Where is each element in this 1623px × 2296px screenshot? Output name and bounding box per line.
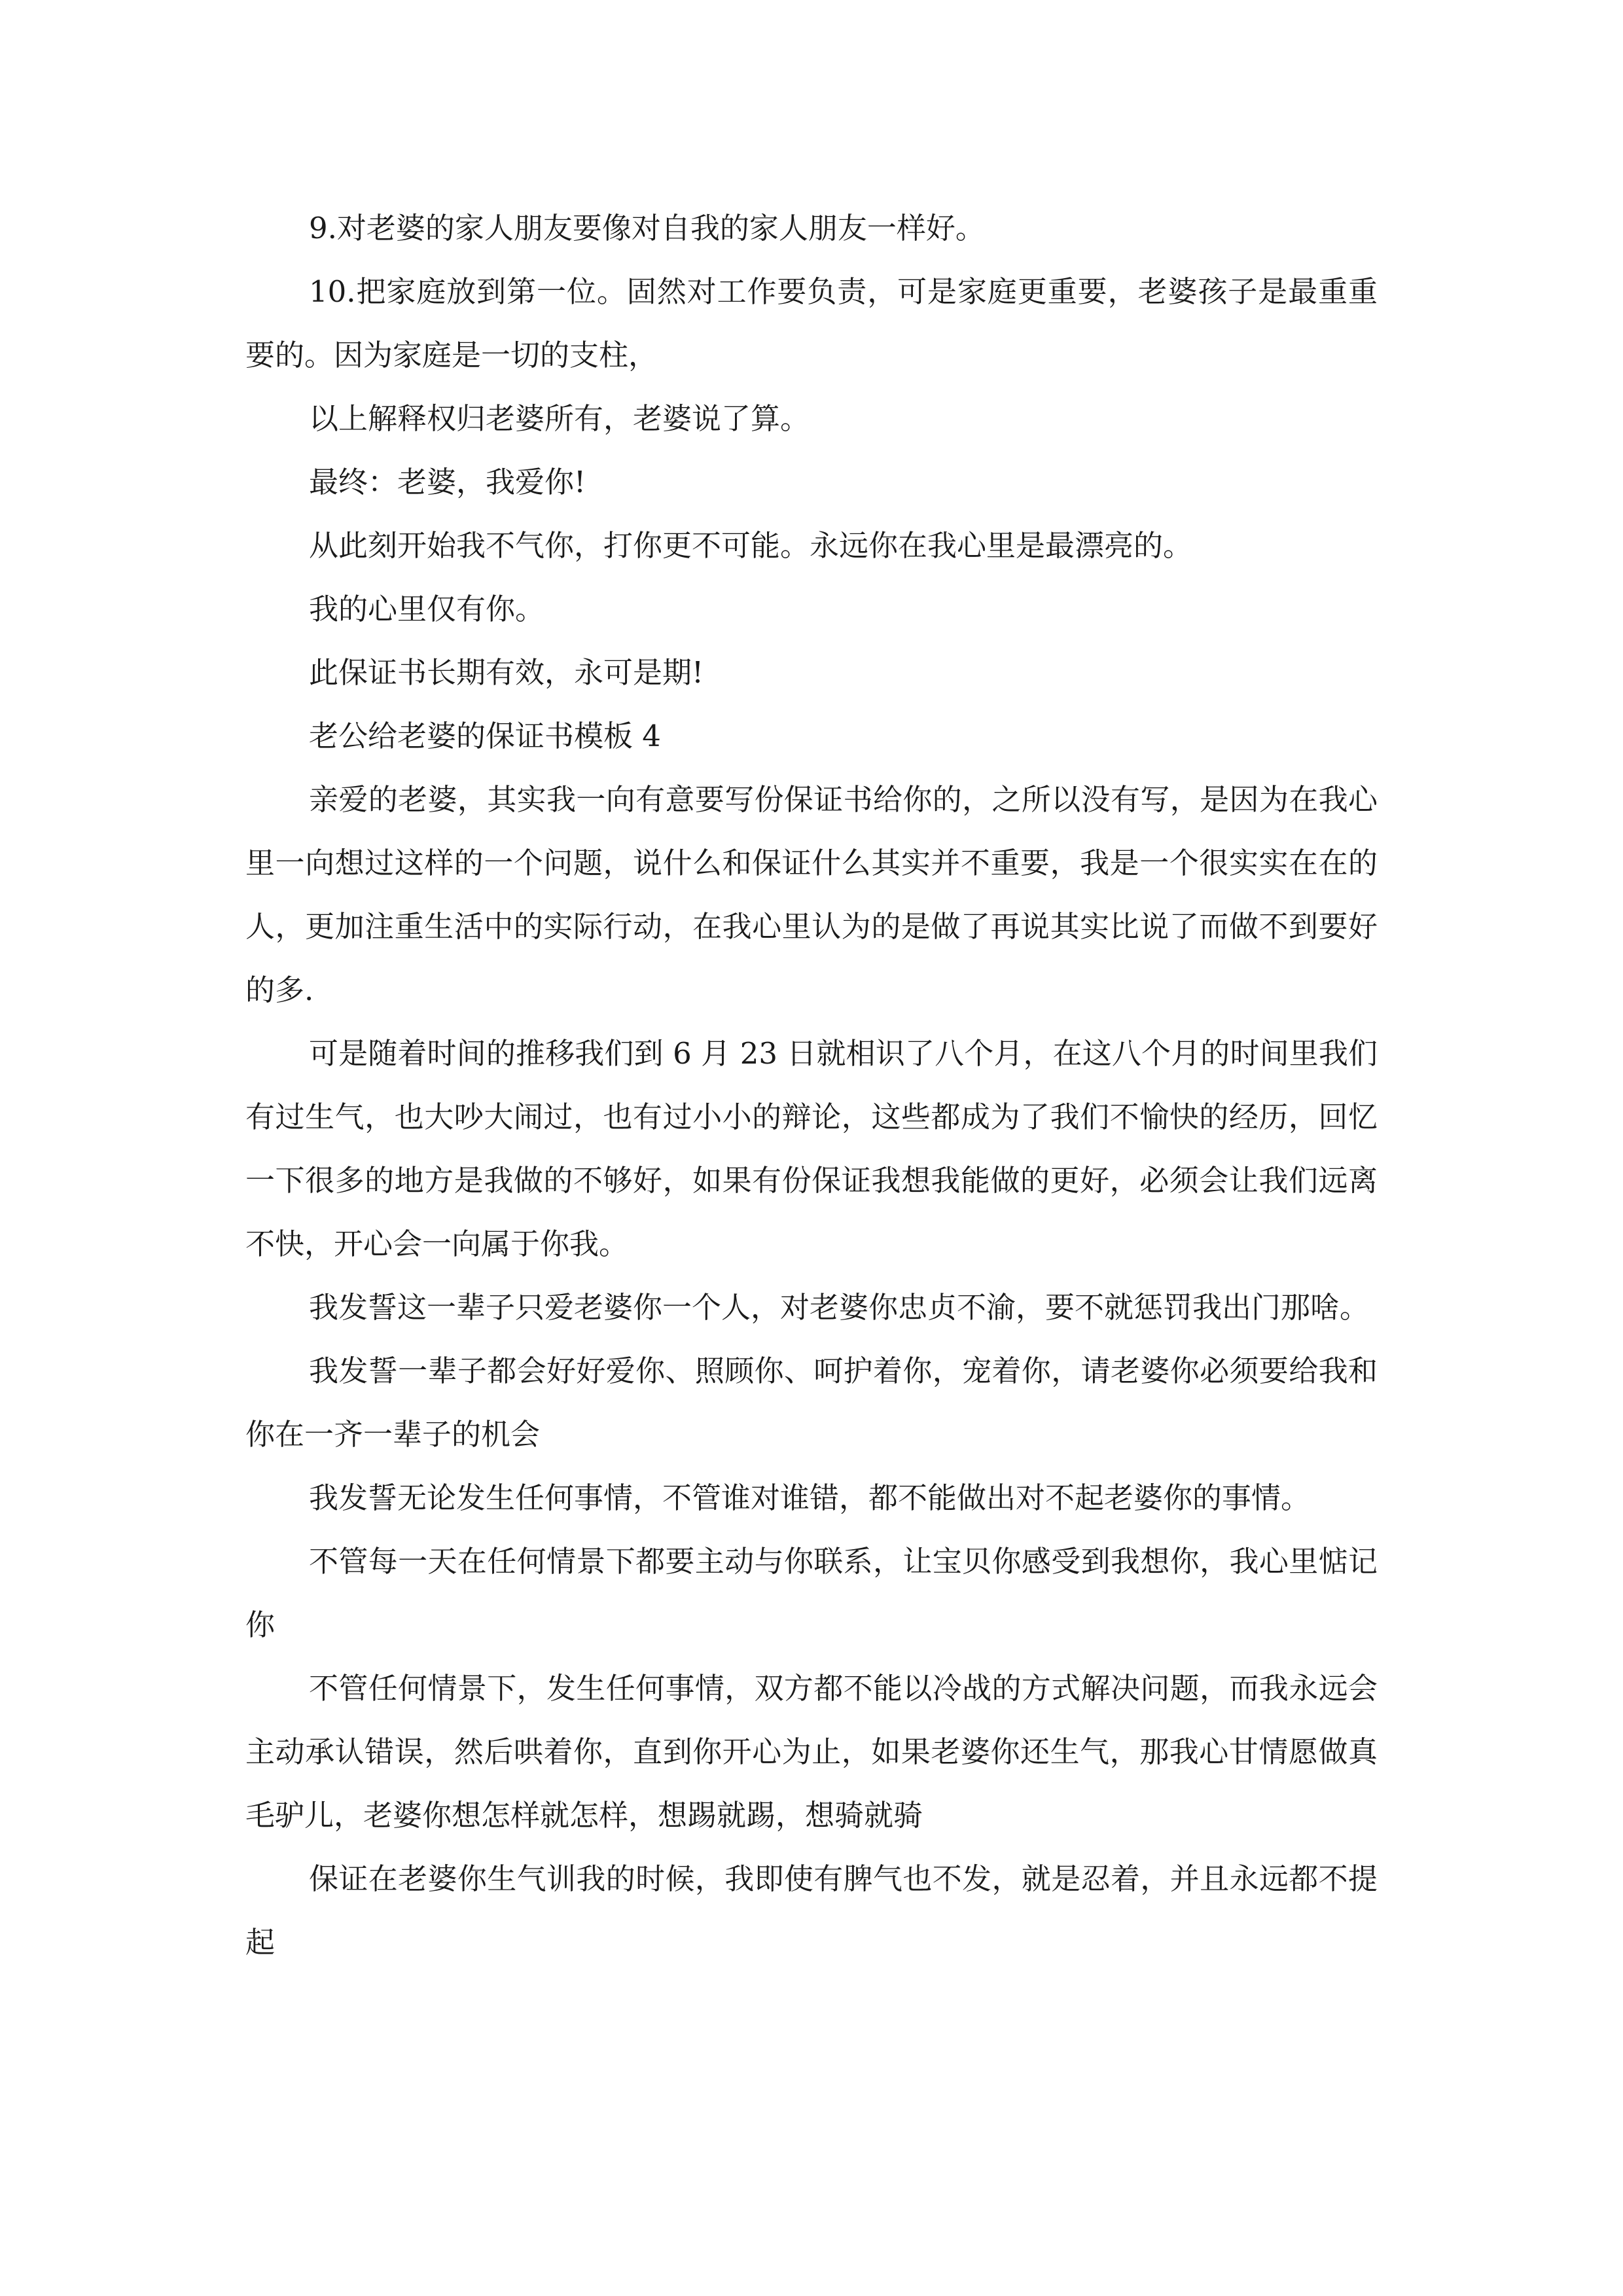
paragraph-contact: 不管每一天在任何情景下都要主动与你联系，让宝贝你感受到我想你，我心里惦记你: [245, 1544, 1378, 1642]
paragraph-finally: 最终：老婆，我爱你!: [309, 465, 586, 499]
paragraph-eight-months: 可是随着时间的推移我们到 6 月 23 日就相识了八个月，在这八个月的时间里我们有过生气，也大吵大闹过，也有过小小的辩论，这些都成为了我们不愉快的经历，回忆一下很多的地方是我做的不够好，如果有份保证我想我能做的更好，必须会让我们远离不快，开心会一向属于你我。: [245, 1036, 1378, 1261]
paragraph-validity: 此保证书长期有效，永可是期!: [309, 655, 704, 690]
paragraph-item-10: 10.把家庭放到第一位。固然对工作要负责，可是家庭更重要，老婆孩子是最重重要的。因为家庭是一切的支柱，: [245, 274, 1378, 372]
paragraph-no-temper: 保证在老婆你生气训我的时候，我即使有脾气也不发，就是忍着，并且永远都不提起: [245, 1861, 1378, 1960]
document-body: [245, 196, 1378, 1974]
paragraph-item-9: 9.对老婆的家人朋友要像对自我的家人朋友一样好。: [309, 211, 985, 245]
paragraph-vow-love: 我发誓这一辈子只爱老婆你一个人，对老婆你忠贞不渝，要不就惩罚我出门那啥。: [309, 1290, 1370, 1325]
paragraph-from-now: 从此刻开始我不气你，打你更不可能。永远你在我心里是最漂亮的。: [309, 528, 1193, 563]
paragraph-no-cold-war: 不管任何情景下，发生任何事情，双方都不能以冷战的方式解决问题，而我永远会主动承认错误，然后哄着你，直到你开心为止，如果老婆你还生气，那我心甘情愿做真毛驴儿，老婆你想怎样就怎样，想踢就踢，想骑就骑: [245, 1671, 1378, 1833]
paragraph-only-you: 我的心里仅有你。: [309, 592, 545, 626]
paragraph-vow-loyal: 我发誓无论发生任何事情，不管谁对谁错，都不能做出对不起老婆你的事情。: [309, 1480, 1311, 1515]
paragraph-vow-care: 我发誓一辈子都会好好爱你、照顾你、呵护着你，宠着你，请老婆你必须要给我和你在一齐一辈子的机会: [245, 1354, 1378, 1452]
section-heading: 老公给老婆的保证书模板 4: [309, 719, 661, 753]
paragraph-intro: 亲爱的老婆，其实我一向有意要写份保证书给你的，之所以没有写，是因为在我心里一向想过这样的一个问题，说什么和保证什么其实并不重要，我是一个很实实在在的人，更加注重生活中的实际行动，在我心里认为的是做了再说其实比说了而做不到要好的多.: [245, 782, 1378, 1007]
paragraph-interpretation: 以上解释权归老婆所有，老婆说了算。: [309, 401, 810, 436]
